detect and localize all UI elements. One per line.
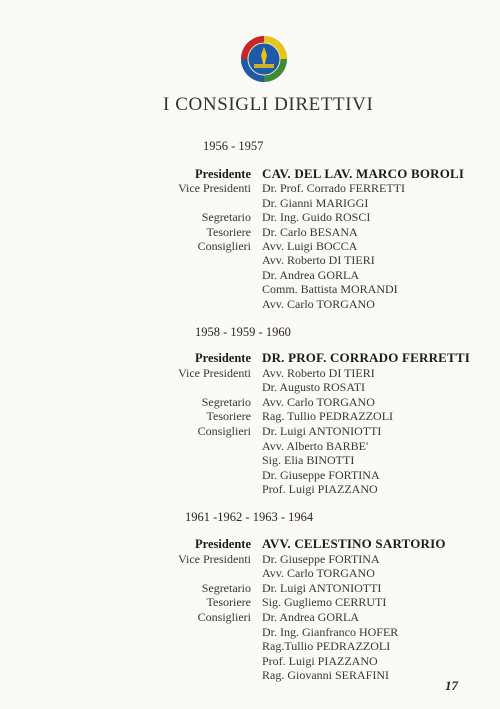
member-row: [0, 424, 500, 438]
role-label: Vice Presidenti: [178, 366, 251, 380]
member-row: [0, 225, 500, 239]
role-label: Presidente: [194, 537, 251, 551]
member-row: [0, 453, 500, 467]
member-name: Dr. Carlo BESANA: [262, 225, 358, 239]
member-row: [0, 395, 500, 409]
role-label: Presidente: [194, 167, 251, 181]
member-row: [0, 181, 500, 195]
member-name: Dr. Ing. Guido ROSCI: [262, 210, 371, 224]
member-row: [0, 210, 500, 224]
member-row: [0, 595, 500, 609]
role-label: Tesoriere: [206, 409, 251, 423]
member-row: [0, 409, 500, 423]
term-years: 1958 - 1959 - 1960: [195, 325, 291, 339]
role-label: Consiglieri: [197, 610, 251, 624]
member-row: [0, 366, 500, 380]
page-title: I CONSIGLI DIRETTIVI: [163, 94, 374, 115]
member-row: [0, 297, 500, 311]
role-label: Segretario: [201, 581, 251, 595]
member-name: Avv. Roberto DI TIERI: [262, 366, 375, 380]
member-row: [0, 581, 500, 595]
member-name: CAV. DEL LAV. MARCO BOROLI: [262, 166, 465, 181]
role-label: Vice Presidenti: [178, 181, 251, 195]
member-name: Sig. Gugliemo CERRUTI: [262, 595, 387, 609]
member-row: [0, 282, 500, 296]
president-row: [0, 351, 500, 365]
member-row: [0, 468, 500, 482]
role-label: Tesoriere: [206, 225, 251, 239]
member-name: Rag.Tullio PEDRAZZOLI: [262, 639, 391, 653]
member-name: Dr. Giuseppe FORTINA: [262, 552, 380, 566]
role-label: Tesoriere: [206, 595, 251, 609]
member-name: Dr. Augusto ROSATI: [262, 380, 366, 394]
member-name: AVV. CELESTINO SARTORIO: [262, 536, 446, 551]
member-row: [0, 610, 500, 624]
member-name: Prof. Luigi PIAZZANO: [262, 654, 378, 668]
member-name: Avv. Alberto BARBE': [262, 439, 369, 453]
member-row: [0, 566, 500, 580]
member-row: [0, 239, 500, 253]
role-label: Presidente: [194, 351, 251, 365]
member-name: Dr. Prof. Corrado FERRETTI: [262, 181, 405, 195]
member-name: Dr. Gianni MARIGGI: [262, 196, 369, 210]
member-name: Dr. Andrea GORLA: [262, 268, 359, 282]
member-row: [0, 654, 500, 668]
term-years: 1961 -1962 - 1963 - 1964: [185, 510, 314, 524]
member-name: Comm. Battista MORANDI: [262, 282, 398, 296]
member-name: Rag. Tullio PEDRAZZOLI: [262, 409, 394, 423]
member-row: [0, 668, 500, 682]
member-row: [0, 482, 500, 496]
member-name: Prof. Luigi PIAZZANO: [262, 482, 378, 496]
president-row: [0, 167, 500, 181]
association-emblem-icon: [240, 35, 288, 83]
role-label: Consiglieri: [197, 424, 251, 438]
member-row: [0, 380, 500, 394]
page-number: 17: [445, 678, 458, 693]
member-name: Avv. Carlo TORGANO: [262, 395, 375, 409]
president-row: [0, 537, 500, 551]
member-name: Avv. Roberto DI TIERI: [262, 253, 375, 267]
member-row: [0, 268, 500, 282]
member-name: Dr. Giuseppe FORTINA: [262, 468, 380, 482]
member-name: DR. PROF. CORRADO FERRETTI: [262, 350, 471, 365]
member-name: Avv. Carlo TORGANO: [262, 297, 375, 311]
member-row: [0, 253, 500, 267]
role-label: Segretario: [201, 210, 251, 224]
role-label: Consiglieri: [197, 239, 251, 253]
member-row: [0, 639, 500, 653]
member-name: Avv. Carlo TORGANO: [262, 566, 375, 580]
member-name: Dr. Ing. Gianfranco HOFER: [262, 625, 399, 639]
member-name: Dr. Luigi ANTONIOTTI: [262, 581, 382, 595]
member-row: [0, 552, 500, 566]
member-row: [0, 439, 500, 453]
member-name: Dr. Luigi ANTONIOTTI: [262, 424, 382, 438]
member-row: [0, 625, 500, 639]
role-label: Segretario: [201, 395, 251, 409]
member-name: Sig. Elia BINOTTI: [262, 453, 355, 467]
member-name: Dr. Andrea GORLA: [262, 610, 359, 624]
role-label: Vice Presidenti: [178, 552, 251, 566]
member-row: [0, 196, 500, 210]
member-name: Avv. Luigi BOCCA: [262, 239, 358, 253]
term-years: 1956 - 1957: [203, 139, 264, 153]
member-name: Rag. Giovanni SERAFINI: [262, 668, 389, 682]
